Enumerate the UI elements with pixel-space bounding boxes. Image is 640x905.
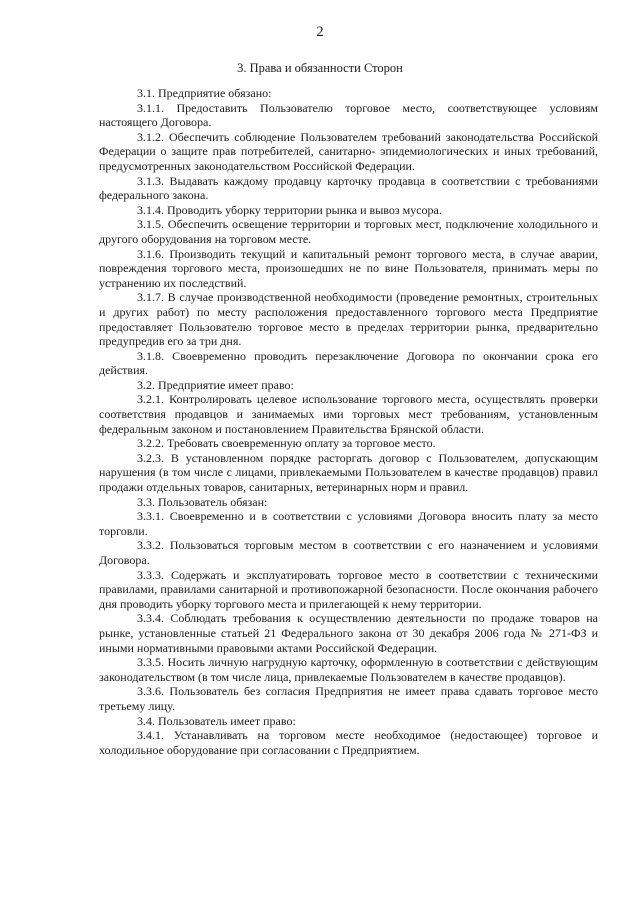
clause-3-2-2: 3.2.2. Требовать своевременную оплату за торговое место. — [137, 436, 436, 451]
clause-3-2-1: 3.2.1. Контролировать целевое использование торгового места, осуществлять проверки соответствия продавцов и занимаемых ими торговых мест требованиям, установленным федеральным законом и постановлением Правительства Брянской области. — [99, 392, 598, 436]
clause-3-2-3: 3.2.3. В установленном порядке расторгать договор с Пользователем, допускающим нарушения (в том числе с лицами, привлекаемыми Пользователем в качестве продавцов) правил продажи отдельных товаров, санитарных, ветеринарных норм и правил. — [99, 450, 598, 495]
clause-3-4: 3.4. Пользователь имеет право: — [137, 713, 296, 728]
clause-3-3-6: 3.3.6. Пользователь без согласия Предприятия не имеет права сдавать торговое место третьему лицу. — [99, 684, 598, 713]
clause-3-1-6: 3.1.6. Производить текущий и капитальный ремонт торгового места, в случае аварии, повреждения торгового места, произошедших не по вине Пользователя, принимать меры по устранению их последствий. — [99, 246, 598, 290]
clause-3-4-1: 3.4.1. Устанавливать на торговом месте необходимое (недостающее) торговое и холодильное оборудование при согласовании с Предприятием. — [99, 728, 598, 757]
clause-3-3-1: 3.3.1. Своевременно и в соответствии с условиями Договора вносить плату за место торговли. — [99, 509, 598, 538]
clause-3-3-2: 3.3.2. Пользоваться торговым местом в соответствии с его назначением и условиями Договора. — [99, 538, 598, 567]
clause-3-2: 3.2. Предприятие имеет право: — [137, 377, 294, 392]
clause-3-1-7: 3.1.7. В случае производственной необходимости (проведение ремонтных, строительных и других работ) по месту расположения предоставленного торгового места Предприятие предоставляет Пользователю торговое место в пределах территории рынка, предварительно предупредив его за три дня. — [99, 290, 598, 349]
clause-3-1-3: 3.1.3. Выдавать каждому продавцу карточку продавца в соответствии с требованиями федерального закона. — [99, 173, 598, 203]
clause-3-3: 3.3. Пользователь обязан: — [137, 494, 268, 509]
clause-3-1-4: 3.1.4. Проводить уборку территории рынка и вывоз мусора. — [137, 202, 442, 217]
document-body — [99, 86, 598, 757]
clause-3-1-5: 3.1.5. Обеспечить освещение территории и торговых мест, подключение холодильного и другого оборудования на торговом месте. — [99, 217, 598, 246]
clause-3-1-1: 3.1.1. Предоставить Пользователю торговое место, соответствующее условиям настоящего Договора. — [99, 100, 598, 130]
page-number: 2 — [316, 24, 324, 40]
clause-3-3-3: 3.3.3. Содержать и эксплуатировать торговое место в соответствии с техническими правилами, правилами санитарной и противопожарной безопасности. После окончания рабочего дня проводить уборку торгового места и прилегающей к нему территории. — [99, 567, 598, 611]
clause-3-1: 3.1. Предприятие обязано: — [137, 86, 272, 100]
section-title: 3. Права и обязанности Сторон — [237, 61, 403, 75]
clause-3-1-8: 3.1.8. Своевременно проводить перезаключение Договора по окончании срока его действия. — [99, 348, 598, 378]
clause-3-3-4: 3.3.4. Соблюдать требования к осуществлению деятельности по продаже товаров на рынке, установленные статьей 21 Федерального закона от 30 декабря 2006 года № 271-ФЗ и иными нормативными правовыми актами Российской Федерации. — [99, 611, 598, 655]
clause-3-3-5: 3.3.5. Носить личную нагрудную карточку, оформленную в соответствии с действующим законодательством (в том числе лица, привлекаемые Пользователем в качестве продавцов). — [99, 655, 598, 684]
clause-3-1-2: 3.1.2. Обеспечить соблюдение Пользователем требований законодательства Российской Федерации о защите прав потребителей, санитарно- эпидемиологических и иных требований, предусмотренных законодательством Российской Федерации. — [99, 129, 598, 173]
